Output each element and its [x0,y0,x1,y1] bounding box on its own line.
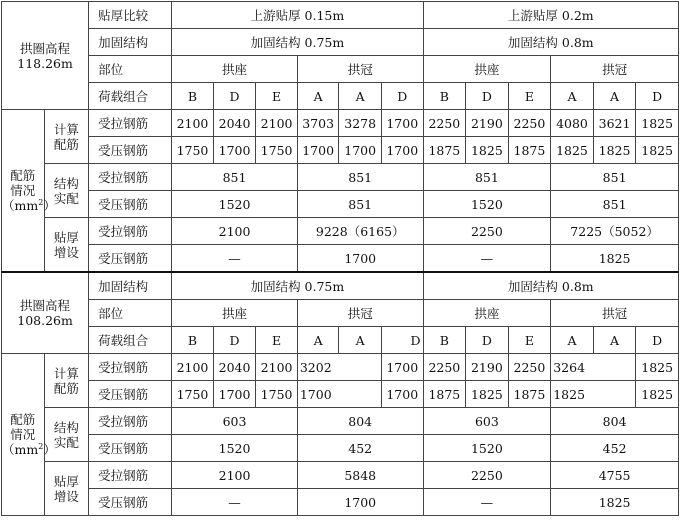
load-combo-cell: B [423,327,466,354]
calc-group-label [44,354,89,408]
value-cell: 1875 [508,381,551,408]
section2-load-row [2,327,679,354]
load-combo-cell: A [339,83,382,110]
section1-actual-compression-row [2,191,679,218]
value-cell: 1700 [297,381,381,408]
value-cell: 1825 [636,381,679,408]
value-cell: 2100 [172,462,298,489]
value-cell: 452 [297,435,423,462]
value-cell: 4080 [551,110,594,137]
value-cell: 5848 [297,462,423,489]
section1-added-tension-row [2,218,679,245]
reinforce-08-header: 加固结构 0.8m [423,272,678,300]
value-cell: 1825 [551,137,594,164]
load-combo-cell: D [381,83,423,110]
reinforce-075-header: 加固结构 0.75m [172,272,423,300]
value-cell: 804 [297,408,423,435]
value-cell: 2250 [423,218,551,245]
section2-calc-compression-row [2,381,679,408]
rebar-unit [2,197,56,213]
section2-added-tension-row [2,462,679,489]
value-cell: 1825 [593,137,636,164]
section2-actual-tension-row [2,408,679,435]
load-combo-cell: D [466,83,509,110]
section1-elevation-value: 118.26m [17,55,73,71]
rebar-label-line: 情况 [10,427,36,442]
section2-elevation-label: 拱圈高程 [20,298,71,313]
load-combo-cell: D [636,327,679,354]
value-cell: 2250 [423,110,466,137]
section2-elevation-cell [2,272,89,354]
value-cell: 2040 [213,110,256,137]
rebar-unit [2,441,56,457]
value-cell: 1520 [172,435,298,462]
rebar-unit-suffix: ） [43,198,56,213]
load-combo-cell: E [508,83,551,110]
rebar-unit-suffix: ） [43,442,56,457]
value-cell: 1825 [466,381,509,408]
thickness-02-header: 上游贴厚 0.2m [423,2,678,29]
rebar-unit-prefix: （mm [2,442,39,457]
value-cell: 1700 [213,381,256,408]
value-cell: 4755 [551,462,679,489]
compression-label: 受压钢筋 [89,245,172,273]
compression-label: 受压钢筋 [89,489,172,516]
load-combo-cell: B [172,83,214,110]
value-cell: 2100 [172,218,298,245]
load-combo-cell: B [172,327,214,354]
tension-label: 受拉钢筋 [89,164,172,191]
value-cell: 2040 [213,354,256,381]
group-label-line: 贴厚 [53,473,79,489]
value-cell: 1825 [636,110,679,137]
value-cell: 1750 [256,137,298,164]
value-cell: 1700 [213,137,256,164]
value-cell: 7225（5052） [551,218,679,245]
value-cell: 851 [297,164,423,191]
tension-label: 受拉钢筋 [89,354,172,381]
value-cell: 3264 [551,354,636,381]
value-cell: 3621 [593,110,636,137]
position-label: 部位 [89,300,172,327]
rebar-label-line: 情况 [10,183,36,198]
compare-label: 贴厚比较 [89,2,172,29]
value-cell: — [423,245,551,273]
tension-label: 受拉钢筋 [89,408,172,435]
reinforcement-comparison-table [1,1,679,516]
section1-load-row [2,83,679,110]
value-cell: 603 [423,408,551,435]
value-cell: 1875 [423,137,466,164]
rebar-unit-sup: 2 [38,197,44,207]
value-cell: 1700 [381,137,423,164]
compression-label: 受压钢筋 [89,191,172,218]
value-cell: 1825 [636,354,679,381]
value-cell: 1825 [466,137,509,164]
value-cell: 2250 [423,354,466,381]
value-cell: 851 [423,164,551,191]
load-combo-cell: E [508,327,551,354]
compression-label: 受压钢筋 [89,435,172,462]
value-cell: 2250 [423,462,551,489]
calc-group-label [44,110,89,164]
added-group-label [44,462,89,516]
value-cell: 452 [551,435,679,462]
value-cell: 603 [172,408,298,435]
group-label-line: 增设 [53,488,79,504]
group-label-line: 计算 [53,121,79,137]
value-cell: 1825 [551,245,679,273]
section1-rebar-label [2,110,56,273]
value-cell: 2250 [508,110,551,137]
load-combo-cell: A [593,327,636,354]
value-cell: — [172,245,298,273]
position-crown: 拱冠 [551,300,679,327]
value-cell: 1700 [297,245,423,273]
value-cell: 1750 [172,137,214,164]
group-label-line: 增设 [53,244,79,260]
value-cell: 2250 [508,354,551,381]
value-cell: 2190 [466,110,509,137]
section1-elevation-cell [2,2,89,110]
rebar-unit-sup: 2 [38,441,44,451]
value-cell: 1700 [297,489,423,516]
value-cell: 1700 [381,381,423,408]
load-combo-cell: A [551,327,594,354]
section2-reinforce-row [2,272,679,300]
value-cell: 804 [551,408,679,435]
thickness-015-header: 上游贴厚 0.15m [172,2,423,29]
value-cell: 1520 [423,435,551,462]
group-label-line: 结构 [53,419,79,435]
section2-position-row [2,300,679,327]
value-cell: 1700 [297,137,339,164]
tension-label: 受拉钢筋 [89,218,172,245]
rebar-unit-prefix: （mm [2,198,39,213]
reinforce-label: 加固结构 [89,272,172,300]
load-combo-cell: A [551,83,594,110]
value-cell: 9228（6165） [297,218,423,245]
section2-actual-compression-row [2,435,679,462]
header-thickness-row [2,2,679,29]
group-label-line: 结构 [53,175,79,191]
value-cell: 1520 [172,191,298,218]
load-combo-cell: E [256,83,298,110]
group-label-line: 实配 [53,190,79,206]
compression-label: 受压钢筋 [89,137,172,164]
added-group-label [44,218,89,273]
value-cell: 2100 [172,110,214,137]
position-label: 部位 [89,56,172,83]
load-combo-cell: E [256,327,298,354]
group-label-line: 实配 [53,434,79,450]
load-combo-cell: A [339,327,382,354]
value-cell: 1875 [423,381,466,408]
position-crown: 拱冠 [297,300,423,327]
value-cell: 851 [551,191,679,218]
value-cell: — [172,489,298,516]
value-cell: 1825 [551,489,679,516]
value-cell: 851 [551,164,679,191]
load-combo-cell: D [381,327,423,354]
value-cell: 1700 [381,354,423,381]
position-springing: 拱座 [423,300,551,327]
section1-position-row [2,56,679,83]
reinforce-label: 加固结构 [89,29,172,56]
value-cell: 1700 [339,137,382,164]
value-cell: 3202 [297,354,381,381]
section1-elevation-label: 拱圈高程 [20,40,71,56]
load-label: 荷载组合 [89,83,172,110]
section1-reinforce-row [2,29,679,56]
load-combo-cell: A [593,83,636,110]
section1-calc-tension-row [2,110,679,137]
position-crown: 拱冠 [551,56,679,83]
value-cell: 851 [297,191,423,218]
value-cell: 2100 [256,110,298,137]
load-combo-cell: D [213,327,256,354]
section2-added-compression-row [2,489,679,516]
value-cell: 1875 [508,137,551,164]
value-cell: 1750 [256,381,298,408]
value-cell: — [423,489,551,516]
value-cell: 2100 [256,354,298,381]
reinforce-075-header: 加固结构 0.75m [172,29,423,56]
value-cell: 1520 [423,191,551,218]
section2-rebar-label [2,354,56,516]
reinforce-08-header: 加固结构 0.8m [423,29,678,56]
load-label: 荷载组合 [89,327,172,354]
load-combo-cell: D [213,83,256,110]
group-label-line: 配筋 [53,380,79,396]
group-label-line: 计算 [53,365,79,381]
value-cell: 3278 [339,110,382,137]
tension-label: 受拉钢筋 [89,462,172,489]
section1-actual-tension-row [2,164,679,191]
rebar-label-line: 配筋 [10,412,36,427]
section1-added-compression-row [2,245,679,273]
value-cell: 3703 [297,110,339,137]
load-combo-cell: A [297,83,339,110]
load-combo-cell: D [636,83,679,110]
rebar-label-line: 配筋 [10,168,36,183]
value-cell: 1750 [172,381,214,408]
value-cell: 1825 [636,137,679,164]
group-label-line: 配筋 [53,136,79,152]
value-cell: 1700 [381,110,423,137]
section2-calc-tension-row [2,354,679,381]
position-crown: 拱冠 [297,56,423,83]
value-cell: 1825 [551,381,636,408]
tension-label: 受拉钢筋 [89,110,172,137]
position-springing: 拱座 [172,56,298,83]
compression-label: 受压钢筋 [89,381,172,408]
position-springing: 拱座 [423,56,551,83]
load-combo-cell: B [423,83,466,110]
section1-calc-compression-row [2,137,679,164]
value-cell: 2190 [466,354,509,381]
position-springing: 拱座 [172,300,298,327]
value-cell: 2100 [172,354,214,381]
load-combo-cell: D [466,327,509,354]
section2-elevation-value: 108.26m [17,313,73,328]
load-combo-cell: A [297,327,339,354]
value-cell: 851 [172,164,298,191]
group-label-line: 贴厚 [53,229,79,245]
